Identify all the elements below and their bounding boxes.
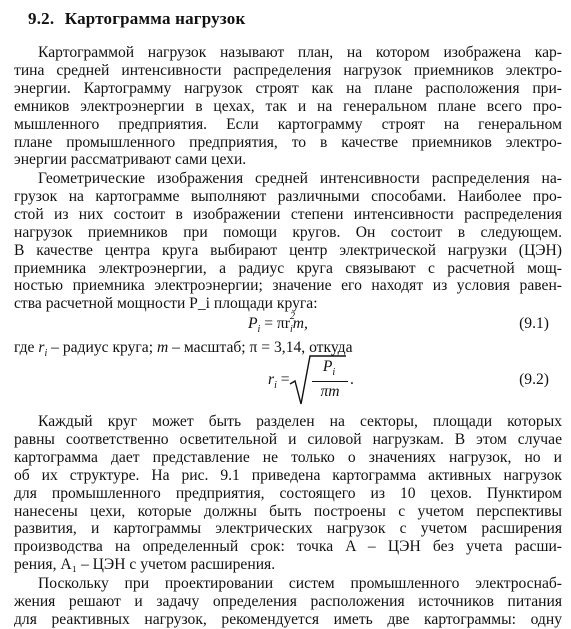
sqrt-denominator <box>313 383 347 401</box>
text-line: Поскольку при проектировании систем промышленного электроснаб- <box>38 575 562 592</box>
eq-symbol: r <box>268 371 275 388</box>
eq-subscript: i <box>44 348 48 360</box>
eq-symbol: m <box>156 339 169 356</box>
paragraph-1 <box>14 44 562 169</box>
eq-subscript: i <box>257 324 261 336</box>
eq-subscript: i <box>274 380 277 392</box>
eq-symbol: . <box>350 371 354 388</box>
eq-symbol: πm <box>320 383 340 400</box>
eq-subscript: i <box>289 324 293 336</box>
section-heading <box>28 9 245 29</box>
fraction-bar <box>312 381 348 382</box>
eq-symbol: = πr <box>264 315 290 332</box>
text-line: нагрузок приемников при помощи кругов. Он состоит в следующем. <box>14 223 562 241</box>
text-line: Геометрические изображения средней интенсивности распределения на- <box>38 170 562 187</box>
text-line: плане промышленного предприятия, то в качестве приемников электро- <box>14 133 562 151</box>
paragraph-2 <box>14 170 562 313</box>
equation-period <box>350 371 354 389</box>
text-line: жения решают и задачу определения расположения источников питания <box>14 592 562 610</box>
text-line: об их структуре. На рис. 9.1 приведена картограмма активных нагрузок <box>14 466 562 484</box>
text-line: мышленного предприятия. Если картограмму строят на генеральном <box>14 115 562 133</box>
text-line: энергии рассматривают сами цехи. <box>14 151 247 169</box>
equation-number: (9.1) <box>519 315 549 332</box>
text-line: грузок на картограмме выполняют различными способами. Наиболее про- <box>14 187 562 205</box>
text-line: для реактивных нагрузок, рекомендуется иметь две картограммы: одну <box>14 610 562 628</box>
text-line: развития, и картограммы электрических нагрузок с учетом расширения <box>14 520 562 538</box>
eq-superscript: 2 <box>289 311 295 322</box>
text-line: для промышленного предприятия, состоящего из 10 цехов. Пунктиром <box>14 484 562 502</box>
text-line: емников электроэнергии в цехах, так и на генеральном плане всего про- <box>14 97 562 115</box>
text-line: картограмма дает представление не только о значениях нагрузок, но и <box>14 448 562 466</box>
text-line: приемника электроэнергии, а радиус круга связывают с расчетной мощ- <box>14 259 562 277</box>
paragraph-3 <box>14 413 562 574</box>
eq-symbol: r <box>38 339 45 356</box>
text-line: стой из них состоит в изображении степени интенсивности распределения <box>14 205 562 223</box>
text-line: ства расчетной мощности P_i площади круга: <box>14 295 318 313</box>
equation-9-1 <box>248 311 561 336</box>
text-line: тина средней интенсивности распределения нагрузок приемников электро- <box>14 61 562 79</box>
eq-subscript: i <box>332 367 336 379</box>
text-fragment: – радиус круга; <box>47 339 157 356</box>
text-line: Каждый круг может быть разделен на секторы, площади которых <box>38 413 562 430</box>
text-fragment: где <box>14 339 39 356</box>
eq-symbol: = <box>280 371 290 388</box>
text-line: Картограммой нагрузок называют план, на котором изображена кар- <box>38 44 562 61</box>
text-line: энергии. Картограмму нагрузок строят как на плане расположения при- <box>14 79 562 97</box>
text-line: рения, A₁ – ЦЭН с учетом расширения. <box>14 556 276 574</box>
text-line: ностью приемника электроэнергии; значение его находят из условия равен- <box>14 277 562 295</box>
section-title: Картограмма нагрузок <box>64 9 246 28</box>
equation-number: (9.2) <box>519 371 549 388</box>
paragraph-4 <box>14 575 562 629</box>
equation-9-2-lhs <box>268 371 290 391</box>
eq-symbol: m, <box>292 315 308 332</box>
eq-symbol: P <box>248 315 258 332</box>
section-number: 9.2. <box>28 9 55 28</box>
text-line: нанесены цехи, которые должны быть построены с учетом перспективы <box>14 502 562 520</box>
text-line: В качестве центра круга выбирают центр электрической нагрузки (ЦЭН) <box>14 241 562 259</box>
text-fragment: – масштаб; π = 3,14, откуда <box>168 339 353 356</box>
eq-symbol: P <box>322 358 333 375</box>
text-line: равны соответственно осветительной и силовой нагрузкам. В этом случае <box>14 430 562 448</box>
text-line: производства на определенный срок: точка A – ЦЭН без учета расши- <box>14 538 562 556</box>
sqrt-numerator <box>313 358 345 378</box>
